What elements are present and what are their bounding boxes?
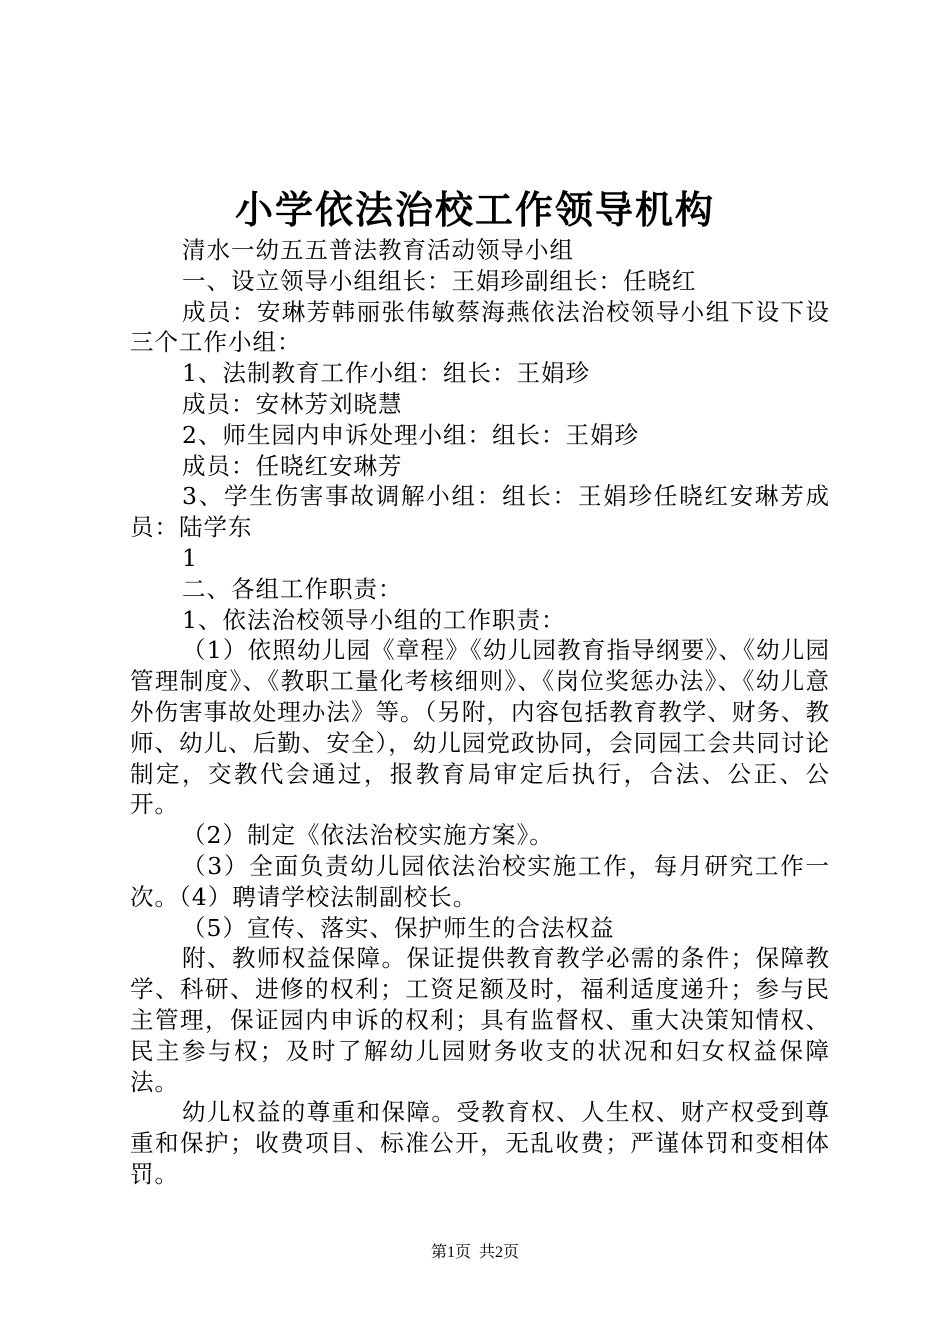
paragraph-leaders: 一、设立领导小组组长：王娟珍副组长：任晓红 [182, 266, 697, 295]
paragraph-leading-group-duties: 1、依法治校领导小组的工作职责： [182, 605, 566, 634]
paragraph-legal-education-members: 成员：安林芳刘晓慧 [182, 389, 403, 418]
document-body [130, 235, 830, 1190]
paragraph-duty-2: （2）制定《依法治校实施方案》。 [182, 821, 554, 850]
paragraph-duty-5: （5）宣传、落实、保护师生的合法权益 [182, 913, 615, 942]
paragraph-legal-education-group: 1、法制教育工作小组：组长：王娟珍 [182, 359, 590, 388]
paragraph-number-marker: 1 [182, 543, 198, 572]
paragraph-duty-3-4: （3）全面负责幼儿园依法治校实施工作，每月研究工作一次。（4）聘请学校法制副校长。 [130, 851, 830, 911]
paragraph-child-rights: 幼儿权益的尊重和保障。受教育权、人生权、财产权受到尊重和保护；收费项目、标准公开，无乱收费；严谨体罚和变相体罚。 [130, 1098, 830, 1188]
paragraph-members: 成员：安琳芳韩丽张伟敏蔡海燕依法治校领导小组下设下设三个工作小组： [130, 297, 830, 357]
paragraph-complaint-members: 成员：任晓红安琳芳 [182, 451, 403, 480]
page-footer [0, 1243, 950, 1263]
paragraph-duty-1: （1）依照幼儿园《章程》《幼儿园教育指导纲要》、《幼儿园管理制度》、《教职工量化考核细则》、《岗位奖惩办法》、《幼儿意外伤害事故处理办法》等。（另附，内容包括教育教学、财务、教师、幼儿、后勤、安全），幼儿园党政协同，会同园工会共同讨论制定，交教代会通过，报教育局审定后执行，合法、公正、公开。 [130, 636, 830, 819]
paragraph-teacher-rights: 附、教师权益保障。保证提供教育教学必需的条件；保障教学、科研、进修的权利；工资足额及时，福利适度递升；参与民主管理，保证园内申诉的权利；具有监督权、重大决策知情权、民主参与权；及时了解幼儿园财务收支的状况和妇女权益保障法。 [130, 944, 830, 1096]
page-title: 小学依法治校工作领导机构 [234, 187, 715, 232]
page-total: 共2页 [479, 1244, 520, 1261]
paragraph-duties-heading: 二、各组工作职责： [182, 574, 403, 603]
paragraph-group-name: 清水一幼五五普法教育活动领导小组 [182, 236, 574, 264]
paragraph-mediation-group: 3、学生伤害事故调解小组：组长：王娟珍任晓红安琳芳成员：陆学东 [130, 482, 830, 542]
paragraph-complaint-group: 2、师生园内申诉处理小组：组长：王娟珍 [182, 420, 639, 449]
page-number: 第1页 [430, 1244, 471, 1261]
